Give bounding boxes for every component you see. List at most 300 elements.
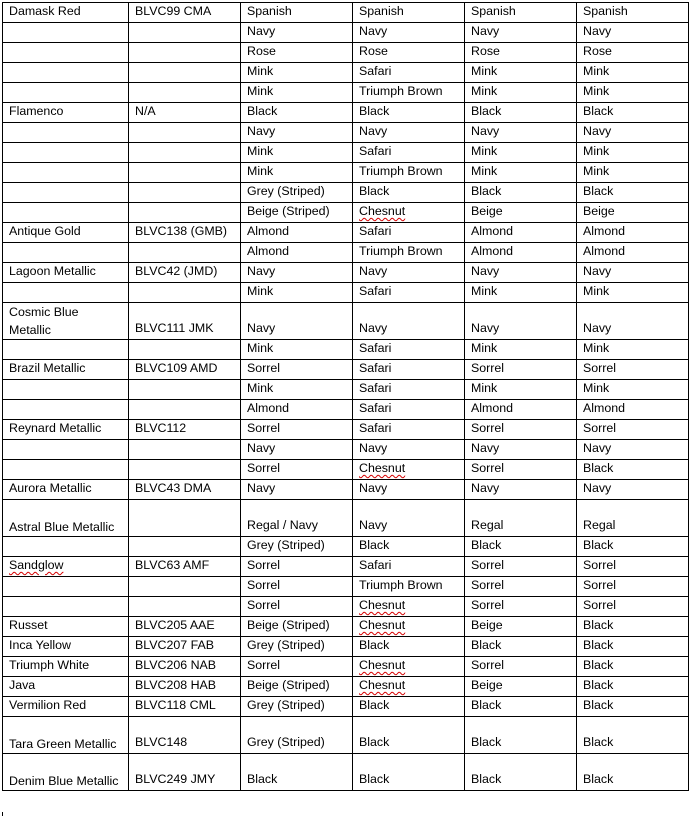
cell-text: Sorrel bbox=[471, 421, 505, 435]
table-row bbox=[3, 23, 689, 43]
table-cell bbox=[577, 617, 689, 637]
cell-text: Flamenco bbox=[9, 104, 64, 118]
cell-text: Chesnut bbox=[359, 658, 406, 672]
cell-text: Mink bbox=[583, 284, 610, 298]
table-cell bbox=[465, 163, 577, 183]
table-cell bbox=[465, 223, 577, 243]
table-cell bbox=[241, 617, 353, 637]
table-row bbox=[3, 537, 689, 557]
table-cell bbox=[3, 697, 129, 717]
table-cell bbox=[129, 203, 241, 223]
table-row bbox=[3, 380, 689, 400]
cell-text: Black bbox=[359, 104, 390, 118]
table-cell bbox=[465, 103, 577, 123]
table-cell bbox=[129, 360, 241, 380]
table-cell bbox=[241, 440, 353, 460]
table-cell bbox=[353, 43, 465, 63]
table-cell bbox=[465, 717, 577, 754]
cell-text: Black bbox=[583, 638, 614, 652]
cell-text: Navy bbox=[359, 24, 388, 38]
table-cell bbox=[241, 243, 353, 263]
cell-text: Lagoon Metallic bbox=[9, 264, 96, 278]
table-cell bbox=[353, 123, 465, 143]
table-row bbox=[3, 637, 689, 657]
cell-text: Grey (Striped) bbox=[247, 735, 325, 749]
cell-text: Triumph White bbox=[9, 658, 90, 672]
cell-text: Mink bbox=[247, 64, 274, 78]
table-cell bbox=[3, 203, 129, 223]
cell-text: Brazil Metallic bbox=[9, 361, 86, 375]
table-cell bbox=[241, 697, 353, 717]
table-row bbox=[3, 557, 689, 577]
cell-text: Mink bbox=[471, 144, 498, 158]
cell-text: Triumph Brown bbox=[359, 244, 443, 258]
table-cell bbox=[3, 537, 129, 557]
table-cell bbox=[129, 597, 241, 617]
table-cell bbox=[465, 754, 577, 791]
cell-text: Sorrel bbox=[247, 461, 281, 475]
table-cell bbox=[577, 243, 689, 263]
table-cell bbox=[3, 420, 129, 440]
table-row bbox=[3, 400, 689, 420]
table-cell bbox=[3, 597, 129, 617]
table-cell bbox=[465, 537, 577, 557]
table-cell bbox=[577, 400, 689, 420]
cell-text: Black bbox=[471, 184, 502, 198]
cell-text: Spanish bbox=[247, 4, 292, 18]
table-cell bbox=[353, 203, 465, 223]
table-cell bbox=[465, 83, 577, 103]
cell-text: Black bbox=[583, 698, 614, 712]
table-row bbox=[3, 103, 689, 123]
table-cell bbox=[465, 143, 577, 163]
cell-text: Black bbox=[583, 184, 614, 198]
table-cell bbox=[465, 43, 577, 63]
cell-text: Black bbox=[583, 678, 614, 692]
cell-text: Spanish bbox=[583, 4, 628, 18]
table-cell bbox=[465, 3, 577, 23]
table-row bbox=[3, 460, 689, 480]
cell-text: BLVC206 NAB bbox=[135, 658, 217, 672]
table-cell bbox=[241, 263, 353, 283]
cell-text: Safari bbox=[359, 558, 392, 572]
table-cell bbox=[129, 380, 241, 400]
cell-text: Black bbox=[583, 618, 614, 632]
table-cell bbox=[241, 500, 353, 537]
table-row bbox=[3, 183, 689, 203]
table-cell bbox=[353, 83, 465, 103]
table-cell bbox=[129, 143, 241, 163]
colour-trim-table bbox=[2, 2, 689, 791]
table-cell bbox=[577, 420, 689, 440]
table-cell bbox=[577, 754, 689, 791]
cell-text: Sorrel bbox=[247, 421, 281, 435]
cell-text: Sorrel bbox=[583, 361, 617, 375]
table-cell bbox=[129, 500, 241, 537]
table-cell bbox=[353, 143, 465, 163]
table-cell bbox=[241, 754, 353, 791]
table-cell bbox=[241, 420, 353, 440]
table-cell bbox=[577, 3, 689, 23]
cell-text: Almond bbox=[471, 224, 514, 238]
table-cell bbox=[465, 123, 577, 143]
table-row bbox=[3, 697, 689, 717]
table-cell bbox=[577, 283, 689, 303]
table-cell bbox=[129, 63, 241, 83]
cell-text: Sorrel bbox=[471, 361, 505, 375]
table-cell bbox=[577, 440, 689, 460]
table-cell bbox=[3, 657, 129, 677]
table-cell bbox=[465, 677, 577, 697]
table-cell bbox=[465, 657, 577, 677]
cell-text: Black bbox=[471, 698, 502, 712]
cell-text: Mink bbox=[583, 381, 610, 395]
table-cell bbox=[129, 754, 241, 791]
table-cell bbox=[129, 400, 241, 420]
table-cell bbox=[577, 203, 689, 223]
table-cell bbox=[129, 243, 241, 263]
cell-text: Mink bbox=[471, 381, 498, 395]
table-cell bbox=[577, 380, 689, 400]
table-cell bbox=[241, 63, 353, 83]
cell-text: Sorrel bbox=[471, 558, 505, 572]
cell-text: Navy bbox=[359, 481, 388, 495]
cell-text: Mink bbox=[247, 381, 274, 395]
cell-text: Tara Green Metallic bbox=[9, 737, 117, 751]
cell-text: Navy bbox=[359, 441, 388, 455]
cell-text: Regal / Navy bbox=[247, 518, 318, 532]
cell-text: Safari bbox=[359, 284, 392, 298]
table-cell bbox=[353, 557, 465, 577]
cell-text: Safari bbox=[359, 341, 392, 355]
table-cell bbox=[353, 103, 465, 123]
cell-text: N/A bbox=[135, 104, 156, 118]
cell-text: Chesnut bbox=[359, 618, 406, 632]
table-cell bbox=[129, 420, 241, 440]
table-row bbox=[3, 303, 689, 340]
table-cell bbox=[3, 103, 129, 123]
table-cell bbox=[353, 480, 465, 500]
table-row bbox=[3, 754, 689, 791]
table-cell bbox=[577, 340, 689, 360]
cell-text: Beige (Striped) bbox=[247, 678, 330, 692]
cell-text: BLVC42 (JMD) bbox=[135, 264, 218, 278]
table-cell bbox=[577, 263, 689, 283]
table-cell bbox=[577, 23, 689, 43]
table-cell bbox=[353, 697, 465, 717]
table-cell bbox=[3, 183, 129, 203]
table-cell bbox=[241, 283, 353, 303]
table-cell bbox=[241, 43, 353, 63]
table-cell bbox=[3, 83, 129, 103]
cell-text: Almond bbox=[583, 244, 626, 258]
cell-text: Mink bbox=[583, 84, 610, 98]
table-cell bbox=[241, 183, 353, 203]
table-cell bbox=[465, 360, 577, 380]
cell-text: Navy bbox=[247, 481, 276, 495]
cell-text: Spanish bbox=[359, 4, 404, 18]
cell-text: Navy bbox=[471, 441, 500, 455]
cell-text: Black bbox=[471, 772, 502, 786]
cell-text: BLVC148 bbox=[135, 735, 188, 749]
table-cell bbox=[577, 460, 689, 480]
table-cell bbox=[241, 83, 353, 103]
table-cell bbox=[3, 3, 129, 23]
cell-text: Black bbox=[247, 772, 278, 786]
table-cell bbox=[241, 537, 353, 557]
table-cell bbox=[353, 717, 465, 754]
table-cell bbox=[129, 23, 241, 43]
cell-text: Navy bbox=[359, 264, 388, 278]
cell-text: Black bbox=[471, 538, 502, 552]
cell-text: Black bbox=[359, 538, 390, 552]
cell-text: Almond bbox=[247, 224, 290, 238]
table-cell bbox=[3, 223, 129, 243]
table-cell bbox=[353, 440, 465, 460]
cell-text: Almond bbox=[471, 244, 514, 258]
table-cell bbox=[3, 617, 129, 637]
table-cell bbox=[353, 340, 465, 360]
cell-text: Antique Gold bbox=[9, 224, 81, 238]
cell-text: Sorrel bbox=[583, 578, 617, 592]
table-row bbox=[3, 243, 689, 263]
cell-text: Sorrel bbox=[471, 578, 505, 592]
table-row bbox=[3, 420, 689, 440]
table-cell bbox=[353, 23, 465, 43]
table-row bbox=[3, 340, 689, 360]
cell-text: Mink bbox=[471, 164, 498, 178]
cell-text: BLVC111 JMK bbox=[135, 321, 214, 335]
cell-text: BLVC63 AMF bbox=[135, 558, 210, 572]
table-cell bbox=[3, 340, 129, 360]
cell-text: Black bbox=[359, 638, 390, 652]
cell-text: BLVC208 HAB bbox=[135, 678, 217, 692]
table-cell bbox=[465, 23, 577, 43]
table-cell bbox=[129, 697, 241, 717]
table-cell bbox=[577, 480, 689, 500]
cell-text: Mink bbox=[471, 64, 498, 78]
table-cell bbox=[241, 677, 353, 697]
cell-text: Java bbox=[9, 678, 36, 692]
table-cell bbox=[3, 43, 129, 63]
table-cell bbox=[3, 577, 129, 597]
cell-text: Almond bbox=[471, 401, 514, 415]
table-cell bbox=[465, 557, 577, 577]
table-row bbox=[3, 123, 689, 143]
table-row bbox=[3, 360, 689, 380]
table-cell bbox=[577, 537, 689, 557]
cell-text: BLVC205 AAE bbox=[135, 618, 215, 632]
table-cell bbox=[465, 243, 577, 263]
cell-text: Mink bbox=[583, 144, 610, 158]
cell-text: Sorrel bbox=[247, 361, 281, 375]
table-row bbox=[3, 500, 689, 537]
cell-text: Beige bbox=[471, 618, 503, 632]
table-cell bbox=[129, 3, 241, 23]
cell-text: Navy bbox=[583, 321, 612, 335]
cell-text: Navy bbox=[471, 124, 500, 138]
table-cell bbox=[577, 63, 689, 83]
table-cell bbox=[465, 203, 577, 223]
table-cell bbox=[465, 440, 577, 460]
cell-text: Beige bbox=[471, 204, 503, 218]
table-cell bbox=[353, 223, 465, 243]
table-cell bbox=[3, 283, 129, 303]
cell-text: Chesnut bbox=[359, 598, 406, 612]
cell-text: Black bbox=[359, 772, 390, 786]
table-cell bbox=[465, 637, 577, 657]
table-cell bbox=[353, 617, 465, 637]
cell-text: Navy bbox=[471, 481, 500, 495]
table-cell bbox=[353, 637, 465, 657]
cell-text: Triumph Brown bbox=[359, 164, 443, 178]
table-cell bbox=[3, 380, 129, 400]
cell-text: Navy bbox=[359, 321, 388, 335]
cell-text: Cosmic Blue Metallic bbox=[9, 305, 79, 337]
table-cell bbox=[465, 263, 577, 283]
cell-text: Triumph Brown bbox=[359, 578, 443, 592]
table-cell bbox=[577, 360, 689, 380]
table-cell bbox=[129, 557, 241, 577]
cell-text: Mink bbox=[247, 341, 274, 355]
table-cell bbox=[465, 303, 577, 340]
table-cell bbox=[129, 123, 241, 143]
cell-text: Black bbox=[583, 658, 614, 672]
table-row bbox=[3, 203, 689, 223]
table-cell bbox=[3, 360, 129, 380]
cell-text: Navy bbox=[583, 24, 612, 38]
table-cell bbox=[577, 697, 689, 717]
table-cell bbox=[353, 263, 465, 283]
cell-text: Regal bbox=[583, 518, 616, 532]
table-cell bbox=[3, 143, 129, 163]
table-cell bbox=[241, 163, 353, 183]
table-cell bbox=[129, 617, 241, 637]
cell-text: Almond bbox=[583, 401, 626, 415]
table-cell bbox=[129, 163, 241, 183]
cell-text: Damask Red bbox=[9, 4, 81, 18]
cell-text: Safari bbox=[359, 381, 392, 395]
cell-text: Spanish bbox=[471, 4, 516, 18]
table-cell bbox=[129, 537, 241, 557]
cell-text: Beige (Striped) bbox=[247, 204, 330, 218]
cell-text: Safari bbox=[359, 361, 392, 375]
table-row bbox=[3, 617, 689, 637]
cell-text: Black bbox=[583, 772, 614, 786]
cell-text: Safari bbox=[359, 421, 392, 435]
table-cell bbox=[465, 597, 577, 617]
table-cell bbox=[3, 677, 129, 697]
table-row bbox=[3, 143, 689, 163]
cell-text: Mink bbox=[583, 341, 610, 355]
table-cell bbox=[353, 3, 465, 23]
table-cell bbox=[465, 500, 577, 537]
table-cell bbox=[129, 83, 241, 103]
table-cell bbox=[241, 143, 353, 163]
table-cell bbox=[241, 3, 353, 23]
table-cell bbox=[129, 263, 241, 283]
cell-text: Almond bbox=[247, 244, 290, 258]
table-cell bbox=[353, 400, 465, 420]
table-cell bbox=[577, 83, 689, 103]
table-cell bbox=[3, 500, 129, 537]
table-cell bbox=[129, 460, 241, 480]
table-cell bbox=[577, 637, 689, 657]
cell-text: Rose bbox=[583, 44, 612, 58]
cell-text: Chesnut bbox=[359, 204, 406, 218]
table-cell bbox=[241, 123, 353, 143]
cell-text: Navy bbox=[359, 518, 388, 532]
table-cell bbox=[353, 420, 465, 440]
cell-text: Navy bbox=[583, 441, 612, 455]
table-row bbox=[3, 717, 689, 754]
table-cell bbox=[577, 657, 689, 677]
cell-text: Navy bbox=[471, 321, 500, 335]
cell-text: Regal bbox=[471, 518, 504, 532]
table-cell bbox=[353, 303, 465, 340]
table-cell bbox=[241, 340, 353, 360]
table-cell bbox=[577, 597, 689, 617]
cell-text: Navy bbox=[583, 264, 612, 278]
cell-text: Rose bbox=[247, 44, 276, 58]
table-cell bbox=[241, 103, 353, 123]
table-row bbox=[3, 440, 689, 460]
cell-text: Black bbox=[583, 461, 614, 475]
table-cell bbox=[241, 380, 353, 400]
table-row bbox=[3, 83, 689, 103]
table-cell bbox=[577, 143, 689, 163]
table-cell bbox=[353, 380, 465, 400]
cell-text: Reynard Metallic bbox=[9, 421, 102, 435]
cell-text: Black bbox=[583, 538, 614, 552]
table-cell bbox=[577, 500, 689, 537]
table-cell bbox=[3, 717, 129, 754]
cell-text: Black bbox=[359, 735, 390, 749]
table-cell bbox=[241, 360, 353, 380]
cell-text: BLVC207 FAB bbox=[135, 638, 214, 652]
cell-text: Navy bbox=[471, 264, 500, 278]
table-cell bbox=[3, 400, 129, 420]
table-cell bbox=[241, 203, 353, 223]
cell-text: Navy bbox=[583, 481, 612, 495]
table-cell bbox=[353, 243, 465, 263]
cell-text: BLVC249 JMY bbox=[135, 772, 216, 786]
table-cell bbox=[465, 697, 577, 717]
cell-text: Triumph Brown bbox=[359, 84, 443, 98]
table-cell bbox=[241, 223, 353, 243]
cell-text: Navy bbox=[247, 124, 276, 138]
table-cell bbox=[3, 123, 129, 143]
cell-text: Mink bbox=[247, 284, 274, 298]
table-row bbox=[3, 283, 689, 303]
cell-text: Navy bbox=[471, 24, 500, 38]
table-cell bbox=[3, 263, 129, 283]
table-cell bbox=[3, 754, 129, 791]
cell-text: Sorrel bbox=[247, 598, 281, 612]
table-cell bbox=[241, 577, 353, 597]
cell-text: Mink bbox=[583, 164, 610, 178]
cell-text: Chesnut bbox=[359, 461, 406, 475]
cell-text: Black bbox=[471, 638, 502, 652]
table-cell bbox=[353, 183, 465, 203]
cell-text: Sorrel bbox=[247, 558, 281, 572]
cell-text: Black bbox=[583, 104, 614, 118]
cell-text: Black bbox=[583, 735, 614, 749]
cell-text: Vermilion Red bbox=[9, 698, 87, 712]
table-cell bbox=[129, 223, 241, 243]
cell-text: Beige bbox=[583, 204, 615, 218]
table-cell bbox=[577, 303, 689, 340]
